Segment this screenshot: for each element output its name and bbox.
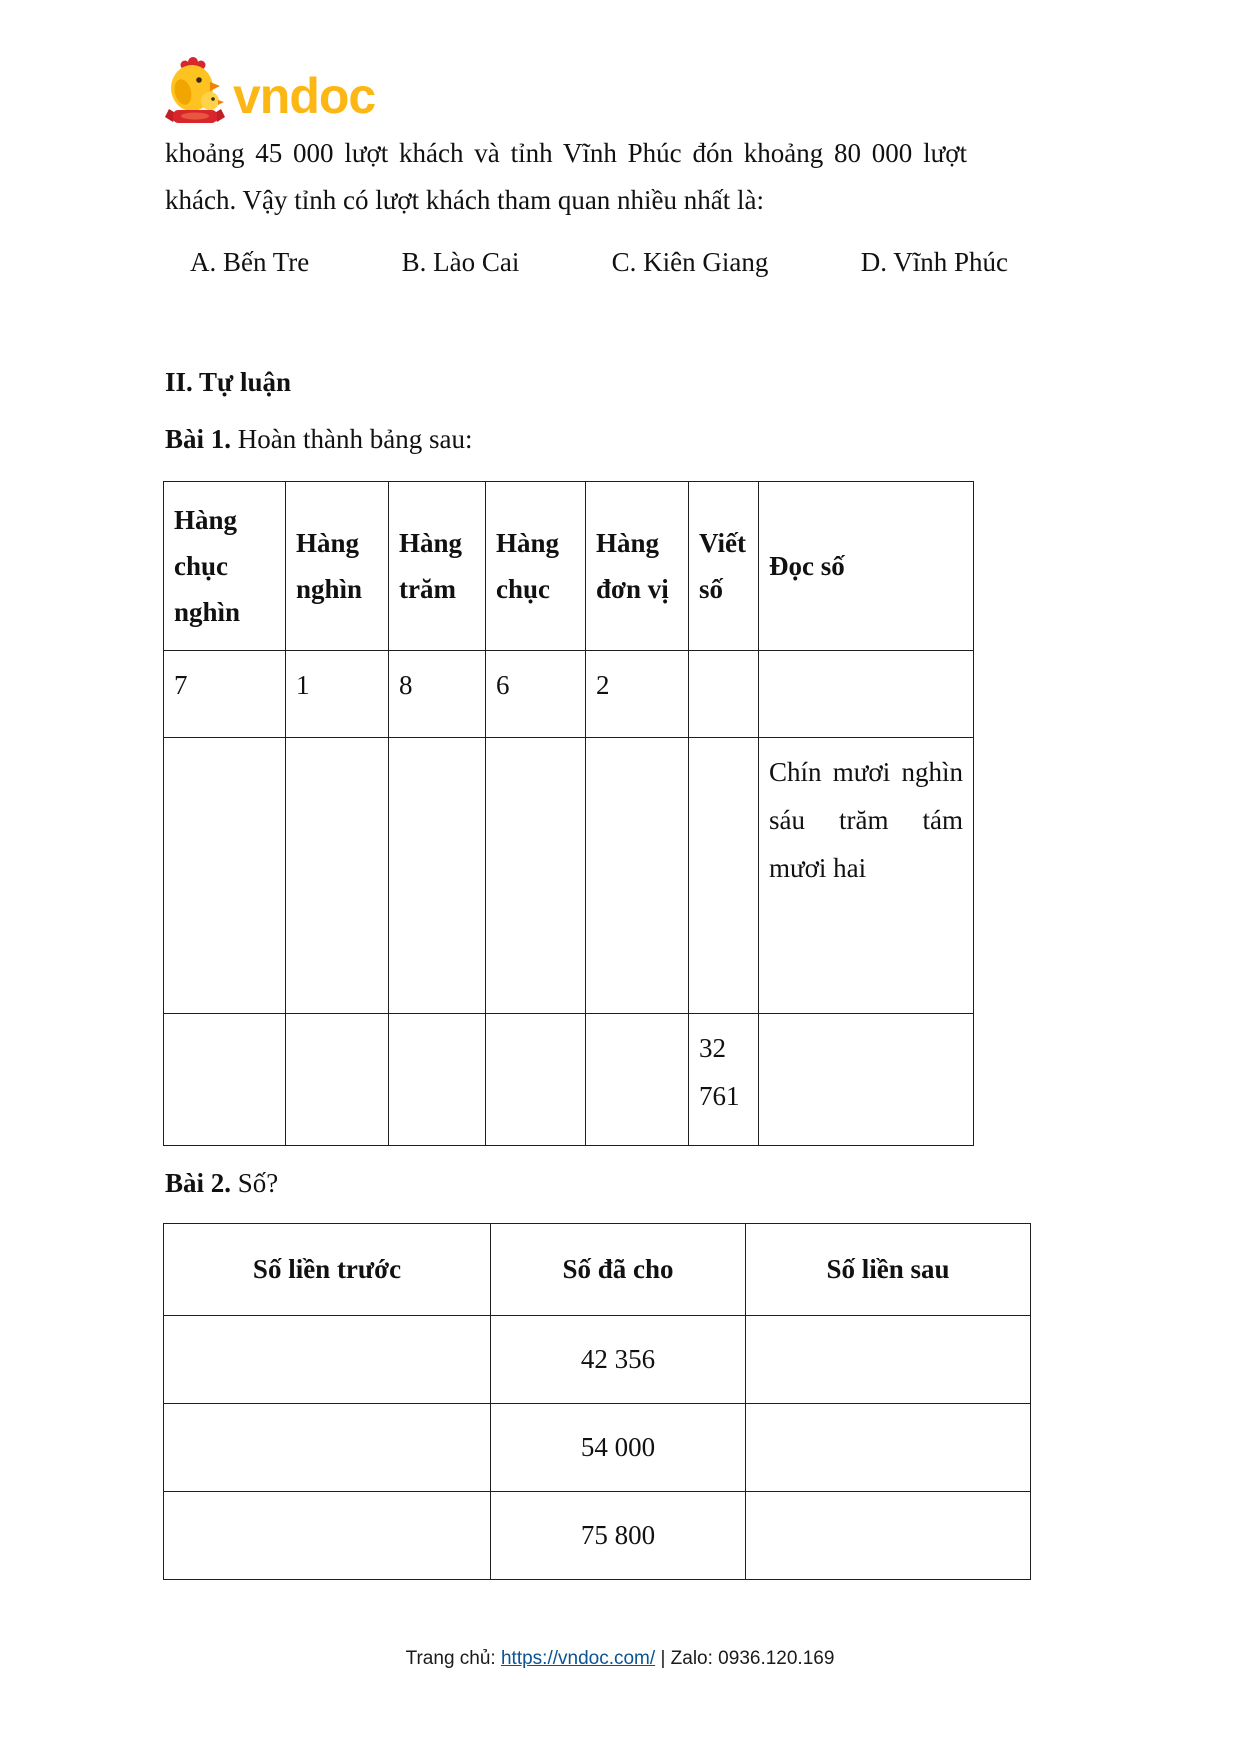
table2-cell-given-number: 42 356 xyxy=(491,1316,746,1404)
table2-cell xyxy=(164,1316,491,1404)
table1-cell xyxy=(759,1014,974,1146)
table2-cell xyxy=(746,1316,1031,1404)
table2-header-cell: Số liền trước xyxy=(164,1224,491,1316)
table1-cell xyxy=(486,738,586,1014)
table1-row xyxy=(164,651,974,738)
table2-header-cell: Số đã cho xyxy=(491,1224,746,1316)
table1-cell-written-number: 32 761 xyxy=(689,1014,759,1146)
table2-cell-given-number: 75 800 xyxy=(491,1492,746,1580)
table2-cell xyxy=(746,1492,1031,1580)
table1-cell: 2 xyxy=(586,651,689,738)
table1-header-cell: Hàng chục nghìn xyxy=(164,482,286,651)
table1-header-cell: Hàng nghìn xyxy=(286,482,389,651)
table1-cell xyxy=(389,738,486,1014)
table1-cell xyxy=(286,1014,389,1146)
table1-header-cell: Viết số xyxy=(689,482,759,651)
table1-cell: 7 xyxy=(164,651,286,738)
table1-row xyxy=(164,1014,974,1146)
table1-cell xyxy=(389,1014,486,1146)
option-b: B. Lào Cai xyxy=(401,247,520,277)
table1-header-row xyxy=(164,482,974,651)
option-d: D. Vĩnh Phúc xyxy=(860,247,1008,277)
table2-cell xyxy=(164,1492,491,1580)
table2-row xyxy=(164,1316,1031,1404)
table1-header-cell: Hàng trăm xyxy=(389,482,486,651)
table1-cell: 1 xyxy=(286,651,389,738)
table2-cell-given-number: 54 000 xyxy=(491,1404,746,1492)
table2-cell xyxy=(746,1404,1031,1492)
exercise2-title xyxy=(165,1168,278,1199)
answer-options xyxy=(190,247,1008,278)
table1-cell xyxy=(164,738,286,1014)
exercise1-title xyxy=(165,424,472,455)
section-heading: II. Tự luận xyxy=(165,367,292,397)
table2-header-cell: Số liền sau xyxy=(746,1224,1031,1316)
table2-row xyxy=(164,1492,1031,1580)
table2-header-row xyxy=(164,1224,1031,1316)
table1-cell-number-words: Chín mươi nghìn sáu trăm tám mươi hai xyxy=(759,738,974,1014)
table2-cell xyxy=(164,1404,491,1492)
footer-zalo: | Zalo: 0936.120.169 xyxy=(655,1648,835,1669)
vndoc-logo xyxy=(163,56,375,135)
question-text: khoảng 45 000 lượt khách và tỉnh Vĩnh Phúc đón khoảng 80 000 lượt khách. Vậy tỉnh có lượt khách tham quan nhiều nhất là: xyxy=(165,138,967,215)
option-c: C. Kiên Giang xyxy=(611,247,769,277)
table1-row xyxy=(164,738,974,1014)
table1-cell xyxy=(689,738,759,1014)
vndoc-wordmark: vndoc xyxy=(233,67,376,124)
footer-prefix: Trang chủ: xyxy=(405,1648,501,1669)
option-a: A. Bến Tre xyxy=(190,247,310,277)
table1-cell xyxy=(586,1014,689,1146)
table1-cell xyxy=(164,1014,286,1146)
table1-cell xyxy=(586,738,689,1014)
table1-cell xyxy=(759,651,974,738)
table1-header-cell: Hàng chục xyxy=(486,482,586,651)
table2-row xyxy=(164,1404,1031,1492)
adjacent-numbers-table xyxy=(163,1223,1031,1580)
table1-cell xyxy=(689,651,759,738)
table1-cell: 8 xyxy=(389,651,486,738)
exercise1-prompt: Hoàn thành bảng sau: xyxy=(237,424,473,454)
exercise2-label: Bài 2. xyxy=(165,1168,232,1198)
table1-cell xyxy=(286,738,389,1014)
table1-header-cell: Hàng đơn vị xyxy=(586,482,689,651)
homepage-link[interactable]: https://vndoc.com/ xyxy=(500,1648,656,1669)
exercise1-label: Bài 1. xyxy=(165,424,232,454)
table1-cell: 6 xyxy=(486,651,586,738)
table1-cell xyxy=(486,1014,586,1146)
exercise2-prompt: Số? xyxy=(237,1168,279,1198)
place-value-table xyxy=(163,481,974,1146)
vndoc-mascot-icon xyxy=(163,56,227,135)
table1-header-cell: Đọc số xyxy=(759,482,974,651)
page-footer xyxy=(0,1648,1240,1670)
